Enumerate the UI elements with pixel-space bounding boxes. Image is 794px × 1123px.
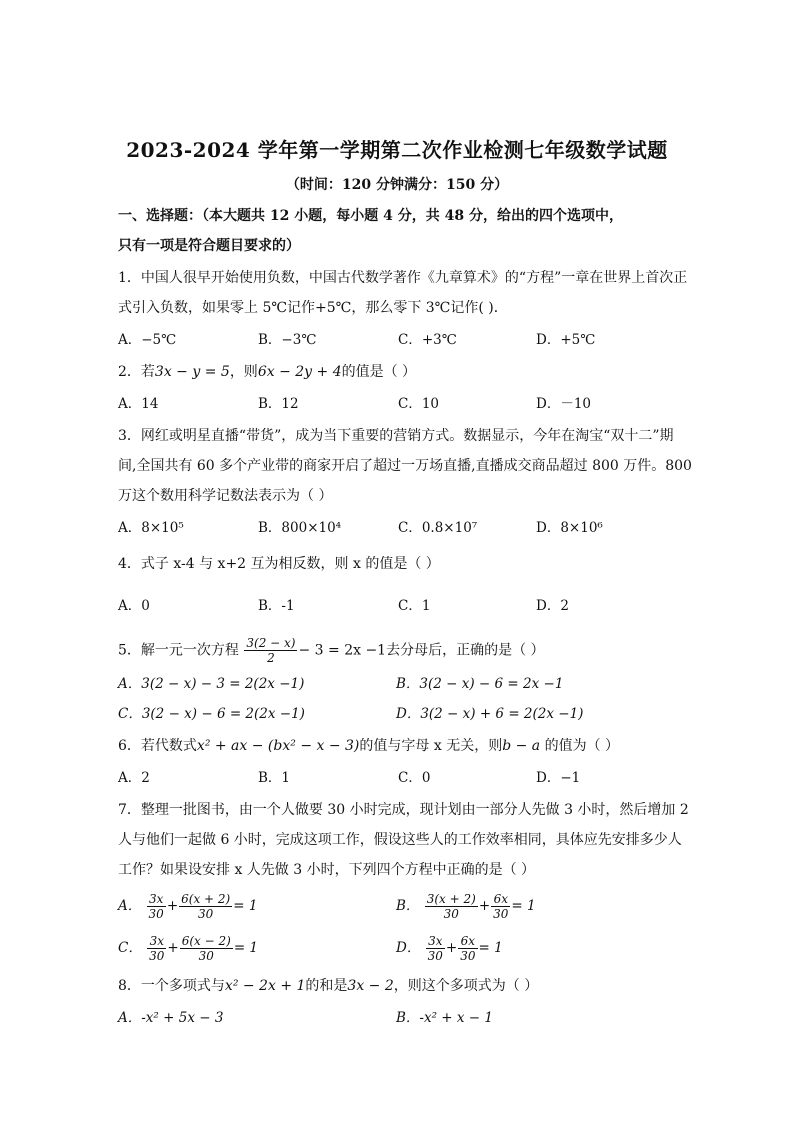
q6-option-d: D．−1 [536, 770, 581, 786]
page-title: 2023-2024 学年第一学期第二次作业检测七年级数学试题 [126, 138, 668, 162]
q7-line1: 7．整理一批图书，由一个人做要 30 小时完成，现计划由一部分人先做 3 小时，然后增加 2 [118, 802, 689, 818]
q3-option-c: C．0.8×10⁷ [398, 520, 478, 536]
q7-a-den1: 30 [148, 907, 164, 921]
q5-fraction-denominator: 2 [267, 651, 275, 665]
q7-option-c-fraction1 [147, 934, 166, 963]
q7-d-num1: 3x [426, 934, 445, 949]
q7-line2: 人与他们一起做 6 小时，完成这项工作，假设这些人的工作效率相同，具体应先安排多少人 [118, 832, 682, 848]
q7-c-den1: 30 [149, 949, 165, 963]
q7-b-plus: + [478, 898, 491, 914]
q6-suffix: 的值为（ ） [540, 738, 620, 754]
q5-stem [118, 636, 545, 665]
q5-option-c: C．3(2 − x) − 6 = 2(2x −1) [118, 706, 305, 722]
q8-suffix: ，则这个多项式为（ ） [393, 978, 539, 994]
q7-option-b-fraction2 [491, 892, 510, 921]
q7-option-c [118, 934, 258, 963]
q8-option-a: A．-x² + 5x − 3 [118, 1010, 224, 1026]
q5-fraction-numerator: 3(2 − x) [246, 636, 296, 650]
q7-d-plus: + [445, 940, 458, 956]
q6-target: b − a [502, 738, 541, 754]
q2-option-b: B．12 [258, 396, 299, 412]
q3-line2: 间,全国共有 60 多个产业带的商家开启了超过一万场直播,直播成交商品超过 800 万件。800 [118, 458, 692, 474]
q7-option-a [118, 892, 257, 921]
q7-option-d-fraction2 [458, 934, 477, 963]
q7-a-num1: 3x [147, 892, 166, 907]
q5-option-a: A．3(2 − x) − 3 = 2(2x −1) [118, 676, 305, 692]
q8-option-b: B．-x² + x − 1 [396, 1010, 493, 1026]
q8-stem [118, 976, 538, 996]
q7-option-a-fraction1 [147, 892, 166, 921]
q7-d-tail: = 1 [478, 940, 503, 956]
q7-a-tail: = 1 [233, 898, 258, 914]
q7-c-plus: + [167, 940, 179, 956]
q8-expression: x² − 2x + 1 [224, 978, 306, 994]
q6-mid: 的值与字母 x 无关，则 [359, 738, 503, 754]
q7-d-num2: 6x [458, 934, 477, 949]
q3-option-d: D．8×10⁶ [536, 520, 603, 536]
q6-option-c: C．0 [398, 770, 431, 786]
q2-mid: ，则 [229, 364, 258, 380]
q2-option-d: D．－10 [536, 396, 592, 412]
q7-option-c-label: C． [118, 940, 142, 956]
q2-stem [118, 362, 416, 382]
q5-option-b: B．3(2 − x) − 6 = 2x −1 [396, 676, 564, 692]
q2-option-c: C．10 [398, 396, 440, 412]
q7-a-den2: 30 [198, 907, 214, 921]
q5-rest: − 3 = 2x −1去分母后，正确的是（ ） [298, 642, 545, 659]
q4-stem: 4．式子 x-4 与 x+2 互为相反数，则 x 的值是（ ） [118, 556, 440, 572]
q8-mid: 的和是 [305, 978, 348, 994]
q7-line3: 工作？如果设安排 x 人先做 3 小时，下列四个方程中正确的是（ ） [118, 862, 536, 878]
q7-c-num2: 6(x − 2) [181, 934, 231, 948]
page-subtitle: （时间：120 分钟满分：150 分） [285, 177, 509, 193]
q7-option-b [396, 892, 536, 921]
q7-b-den1: 30 [443, 907, 459, 921]
q1-option-b: B．−3℃ [258, 332, 317, 348]
q2-suffix: 的值是（ ） [341, 364, 417, 380]
section-heading-line1: 一、选择题：（本大题共 12 小题，每小题 4 分，共 48 分，给出的四个选项中， [118, 208, 623, 224]
q5-fraction [244, 636, 297, 665]
q7-option-b-label: B． [396, 898, 420, 914]
q7-a-num2: 6(x + 2) [181, 892, 231, 906]
q4-option-b: B．-1 [258, 598, 295, 614]
q2-prefix: 2．若 [118, 364, 155, 380]
q7-b-num1: 3(x + 2) [426, 892, 476, 906]
q2-option-a: A．14 [118, 396, 159, 412]
q6-prefix: 6．若代数式 [118, 738, 197, 754]
q4-option-a: A．0 [118, 598, 150, 614]
q1-line2: 式引入负数，如果零上 5℃记作+5℃，那么零下 3℃记作( )． [118, 300, 508, 316]
q7-d-den1: 30 [427, 949, 443, 963]
q7-d-den2: 30 [460, 949, 476, 963]
q7-option-a-label: A． [118, 898, 142, 914]
q7-option-d-label: D． [396, 940, 421, 956]
q4-option-c: C．1 [398, 598, 431, 614]
q1-option-d: D．+5℃ [536, 332, 596, 348]
q1-option-a: A．−5℃ [118, 332, 177, 348]
q7-a-plus: + [166, 898, 179, 914]
q3-option-a: A．8×10⁵ [118, 520, 184, 536]
q7-b-tail: = 1 [511, 898, 536, 914]
q4-option-d: D．2 [536, 598, 569, 614]
q3-option-b: B．800×10⁴ [258, 520, 342, 536]
q5-option-d: D．3(2 − x) + 6 = 2(2x −1) [396, 706, 584, 722]
q5-prefix: 5．解一元一次方程 [118, 642, 239, 659]
q1-option-c: C．+3℃ [398, 332, 457, 348]
q7-b-den2: 30 [493, 907, 509, 921]
q3-line1: 3．网红或明星直播“带货”，成为当下重要的营销方式。数据显示，今年在淘宝“双十二”期 [118, 428, 674, 444]
q7-option-c-fraction2 [180, 934, 233, 963]
q6-expression: x² + ax − (bx² − x − 3) [196, 738, 360, 754]
section-heading-line2: 只有一项是符合题目要求的） [118, 238, 300, 254]
q6-option-b: B．1 [258, 770, 291, 786]
q7-option-a-fraction2 [179, 892, 232, 921]
q7-option-d [396, 934, 503, 963]
q2-expression: 6x − 2y + 4 [257, 364, 342, 380]
q7-option-b-fraction1 [425, 892, 478, 921]
q6-stem [118, 736, 619, 756]
q8-target: 3x − 2 [347, 978, 394, 994]
q8-prefix: 8．一个多项式与 [118, 978, 225, 994]
q2-condition: 3x − y = 5 [154, 364, 230, 380]
q7-c-tail: = 1 [233, 940, 259, 956]
q3-line3: 万这个数用科学记数法表示为（ ） [118, 488, 333, 504]
q7-b-num2: 6x [491, 892, 510, 907]
q7-option-d-fraction1 [426, 934, 445, 963]
q7-c-den2: 30 [198, 949, 214, 963]
q7-c-num1: 3x [147, 934, 166, 949]
q6-option-a: A．2 [118, 770, 150, 786]
q1-line1: 1．中国人很早开始使用负数，中国古代数学著作《九章算术》的“方程”一章在世界上首次正 [118, 270, 688, 286]
